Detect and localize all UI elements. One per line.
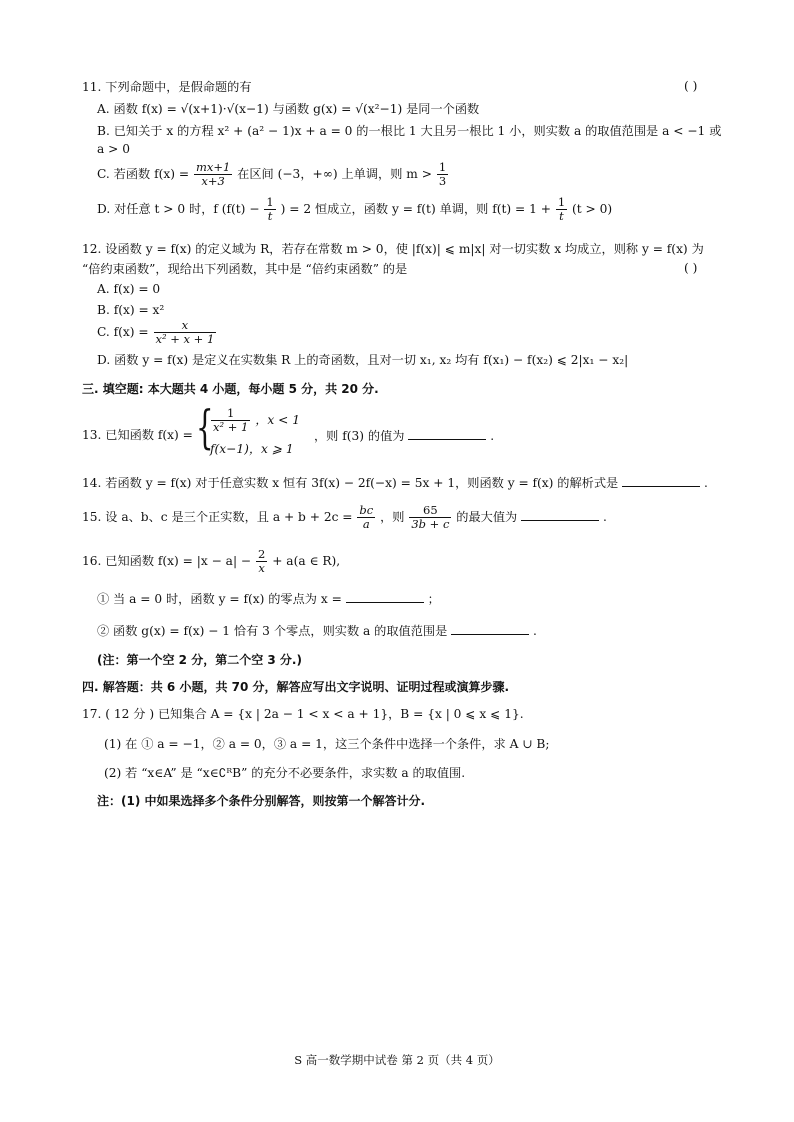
q17-part-1: (1) 在 ① a = −1，② a = 0，③ a = 1，这三个条件中选择一个条件，求 A ∪ B;	[104, 737, 550, 751]
q16-stem	[82, 547, 340, 575]
q15-fraction-1	[357, 504, 375, 531]
q15-suffix: 的最大值为	[456, 510, 518, 524]
q16-part-1	[97, 590, 440, 607]
q12-option-a: A. f(x) = 0	[97, 282, 161, 296]
q12-stem-line1: 12. 设函数 y = f(x) 的定义域为 R，若存在常数 m > 0，使 |f(x)| ⩽ m|x| 对一切实数 x 均成立，则称 y = f(x) 为	[82, 242, 704, 256]
q15-answer-blank[interactable]	[521, 508, 599, 521]
q11-d-suffix: (t > 0)	[572, 202, 613, 216]
q11-c-bound-fraction	[437, 161, 448, 188]
q11-answer-paren: ( )	[684, 79, 698, 93]
q16-part2-text: ② 函数 g(x) = f(x) − 1 恰有 3 个零点，则实数 a 的取值范围是	[97, 624, 448, 638]
q13-question-text: ，则 f(3) 的值为	[314, 429, 405, 443]
q12-c-denominator: x² + x + 1	[155, 332, 215, 346]
q13-answer-blank[interactable]	[408, 427, 486, 440]
q16-part1-blank[interactable]	[346, 590, 424, 603]
q16-suffix: + a(a ∈ R),	[272, 554, 341, 568]
q11-c-fraction	[194, 161, 232, 188]
q16-part1-text: ① 当 a = 0 时，函数 y = f(x) 的零点为 x =	[97, 592, 342, 606]
q15-fraction-2	[409, 504, 451, 531]
q14-answer-blank[interactable]	[622, 474, 700, 487]
q15-fraction2-numerator: 65	[409, 504, 451, 518]
q13-case-2: f(x−1)，x ⩾ 1	[210, 442, 294, 456]
q11-d-result-fraction	[556, 196, 567, 223]
q11-option-b-line1: B. 已知关于 x 的方程 x² + (a² − 1)x + a = 0 的一根比 1 大且另一根比 1 小，则实数 a 的取值范围是 a < −1 或	[97, 124, 722, 138]
q11-c-bound-numerator: 1	[438, 160, 447, 174]
q11-option-b-line2: a > 0	[97, 142, 130, 156]
q12-stem-line2: “倍约束函数”，现给出下列函数，其中是 “倍约束函数” 的是	[82, 262, 408, 276]
q11-d-inner-denominator: t	[267, 209, 273, 223]
q13-question	[314, 427, 494, 444]
q11-d-inner-numerator: 1	[266, 195, 274, 209]
q16-scoring-note: (注：第一个空 2 分，第二个空 3 分.)	[97, 653, 302, 667]
q13-case-1	[210, 406, 300, 434]
q12-option-c	[97, 318, 217, 346]
q11-c-bound-denominator: 3	[438, 174, 447, 188]
q14-question	[82, 474, 708, 491]
q16-prefix: 16. 已知函数 f(x) = |x − a| −	[82, 554, 252, 568]
q17-stem: 17. ( 12 分 ) 已知集合 A = {x | 2a − 1 < x < a + 1}，B = {x | 0 ⩽ x ⩽ 1}.	[82, 707, 524, 721]
page-footer: S 高一数学期中试卷 第 2 页（共 4 页）	[294, 1053, 500, 1067]
q16-part1-end: ；	[427, 592, 440, 606]
q16-part2-end: .	[533, 624, 537, 638]
q13-prefix: 13. 已知函数 f(x) =	[82, 428, 193, 442]
q17-note: 注：(1) 中如果选择多个条件分别解答，则按第一个解答计分.	[97, 794, 426, 808]
q16-part2-blank[interactable]	[451, 622, 529, 635]
q13-brace: {	[196, 400, 214, 454]
q12-c-numerator: x	[154, 319, 217, 333]
q11-stem: 11. 下列命题中，是假命题的有	[82, 80, 252, 94]
q12-c-fraction	[154, 319, 217, 346]
q15-fraction2-denominator: 3b + c	[411, 517, 450, 531]
q11-option-d	[97, 195, 612, 223]
q16-part-2	[97, 622, 537, 639]
q11-d-inner-fraction	[264, 196, 275, 223]
q12-option-b: B. f(x) = x²	[97, 303, 165, 317]
q11-c-denominator: x+3	[201, 174, 225, 188]
q15-prefix: 15. 设 a、b、c 是三个正实数，且 a + b + 2c =	[82, 510, 353, 524]
q11-option-a: A. 函数 f(x) = √(x+1)·√(x−1) 与函数 g(x) = √(x²−1) 是同一个函数	[97, 102, 480, 116]
q12-c-prefix: C. f(x) =	[97, 325, 149, 339]
q11-d-prefix: D. 对任意 t > 0 时，f (f(t) −	[97, 202, 260, 216]
q13-case1-fraction	[211, 407, 250, 434]
q15-middle: ，则	[380, 510, 405, 524]
q11-option-c	[97, 160, 449, 188]
q11-d-middle: ) = 2 恒成立，函数 y = f(t) 单调，则 f(t) = 1 +	[280, 202, 551, 216]
q14-text: 14. 若函数 y = f(x) 对于任意实数 x 恒有 3f(x) − 2f(−x) = 5x + 1，则函数 y = f(x) 的解析式是	[82, 476, 619, 490]
q14-end: .	[704, 476, 708, 490]
q16-numerator: 2	[258, 547, 266, 561]
q11-d-result-numerator: 1	[557, 195, 566, 209]
q12-answer-paren: ( )	[684, 261, 698, 275]
q11-d-result-denominator: t	[559, 209, 564, 223]
q15-end: .	[602, 510, 607, 524]
q16-denominator: x	[258, 561, 265, 575]
q11-c-prefix: C. 若函数 f(x) =	[97, 167, 190, 181]
q13-case1-condition: ，x < 1	[255, 413, 301, 427]
q16-fraction	[256, 548, 267, 575]
q15-fraction1-denominator: a	[362, 517, 370, 531]
section-4-heading: 四. 解答题：共 6 小题，共 70 分，解答应写出文字说明、证明过程或演算步骤.	[82, 680, 510, 694]
q13-case1-numerator: 1	[211, 407, 250, 421]
q13-case1-denominator: x² + 1	[213, 420, 249, 434]
q12-option-d: D. 函数 y = f(x) 是定义在实数集 R 上的奇函数，且对一切 x₁, x₂ 均有 f(x₁) − f(x₂) ⩽ 2|x₁ − x₂|	[97, 353, 629, 367]
q13-end: .	[490, 429, 495, 443]
q15-question	[82, 503, 607, 531]
q11-c-numerator: mx+1	[195, 160, 231, 174]
q11-c-middle: 在区间 (−3，+∞) 上单调，则 m >	[237, 167, 432, 181]
q15-fraction1-numerator: bc	[359, 503, 374, 517]
section-3-heading: 三. 填空题: 本大题共 4 小题，每小题 5 分，共 20 分.	[82, 382, 379, 396]
q17-part-2: (2) 若 “x∈A” 是 “x∈∁ᴿB” 的充分不必要条件，求实数 a 的取值围.	[104, 766, 466, 780]
